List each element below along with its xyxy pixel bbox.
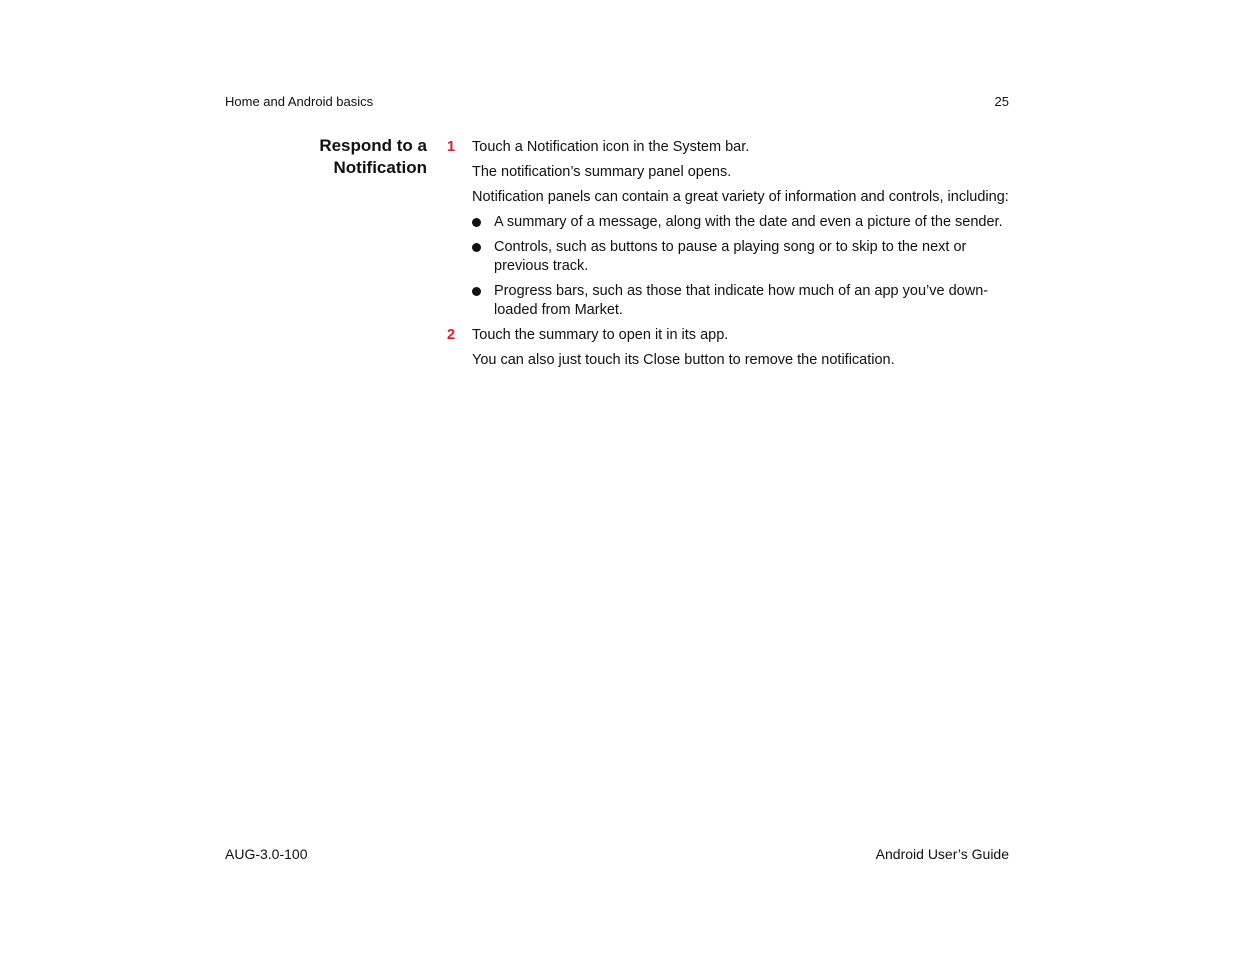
bullet-list <box>472 213 1013 320</box>
step-1 <box>447 138 1013 320</box>
bullet-text: A summary of a message, along with the date and even a picture of the sender. <box>494 214 1003 230</box>
bullet-item <box>472 282 1013 320</box>
procedure-body <box>447 138 1013 376</box>
step-2-instruction: Touch the summary to open it in its app. <box>472 327 729 343</box>
bullet-text: Progress bars, such as those that indicate how much of an app you’ve down-loaded from Market. <box>494 283 989 318</box>
section-heading-line-2: Notification <box>333 158 427 177</box>
running-header-section: Home and Android basics <box>225 94 374 109</box>
section-heading <box>250 135 427 179</box>
bullet-item <box>472 213 1013 232</box>
bullet-text: Controls, such as buttons to pause a playing song or to skip to the next or previous track. <box>494 239 967 274</box>
step-2-number: 2 <box>447 327 456 343</box>
step-1-result: The notification’s summary panel opens. <box>472 164 732 180</box>
bullet-item <box>472 238 1013 276</box>
bullet-icon <box>472 243 481 252</box>
step-2-note: You can also just touch its Close button to remove the notification. <box>472 352 895 368</box>
page-number: 25 <box>994 94 1009 109</box>
bullet-icon <box>472 218 481 227</box>
step-1-description: Notification panels can contain a great variety of information and controls, including: <box>472 189 1009 205</box>
step-1-instruction: Touch a Notification icon in the System bar. <box>472 139 750 155</box>
document-id: AUG-3.0-100 <box>225 846 308 862</box>
bullet-icon <box>472 287 481 296</box>
section-heading-line-1: Respond to a <box>319 136 427 155</box>
step-1-number: 1 <box>447 139 456 155</box>
step-2 <box>447 326 1013 370</box>
document-title: Android User’s Guide <box>875 846 1009 862</box>
